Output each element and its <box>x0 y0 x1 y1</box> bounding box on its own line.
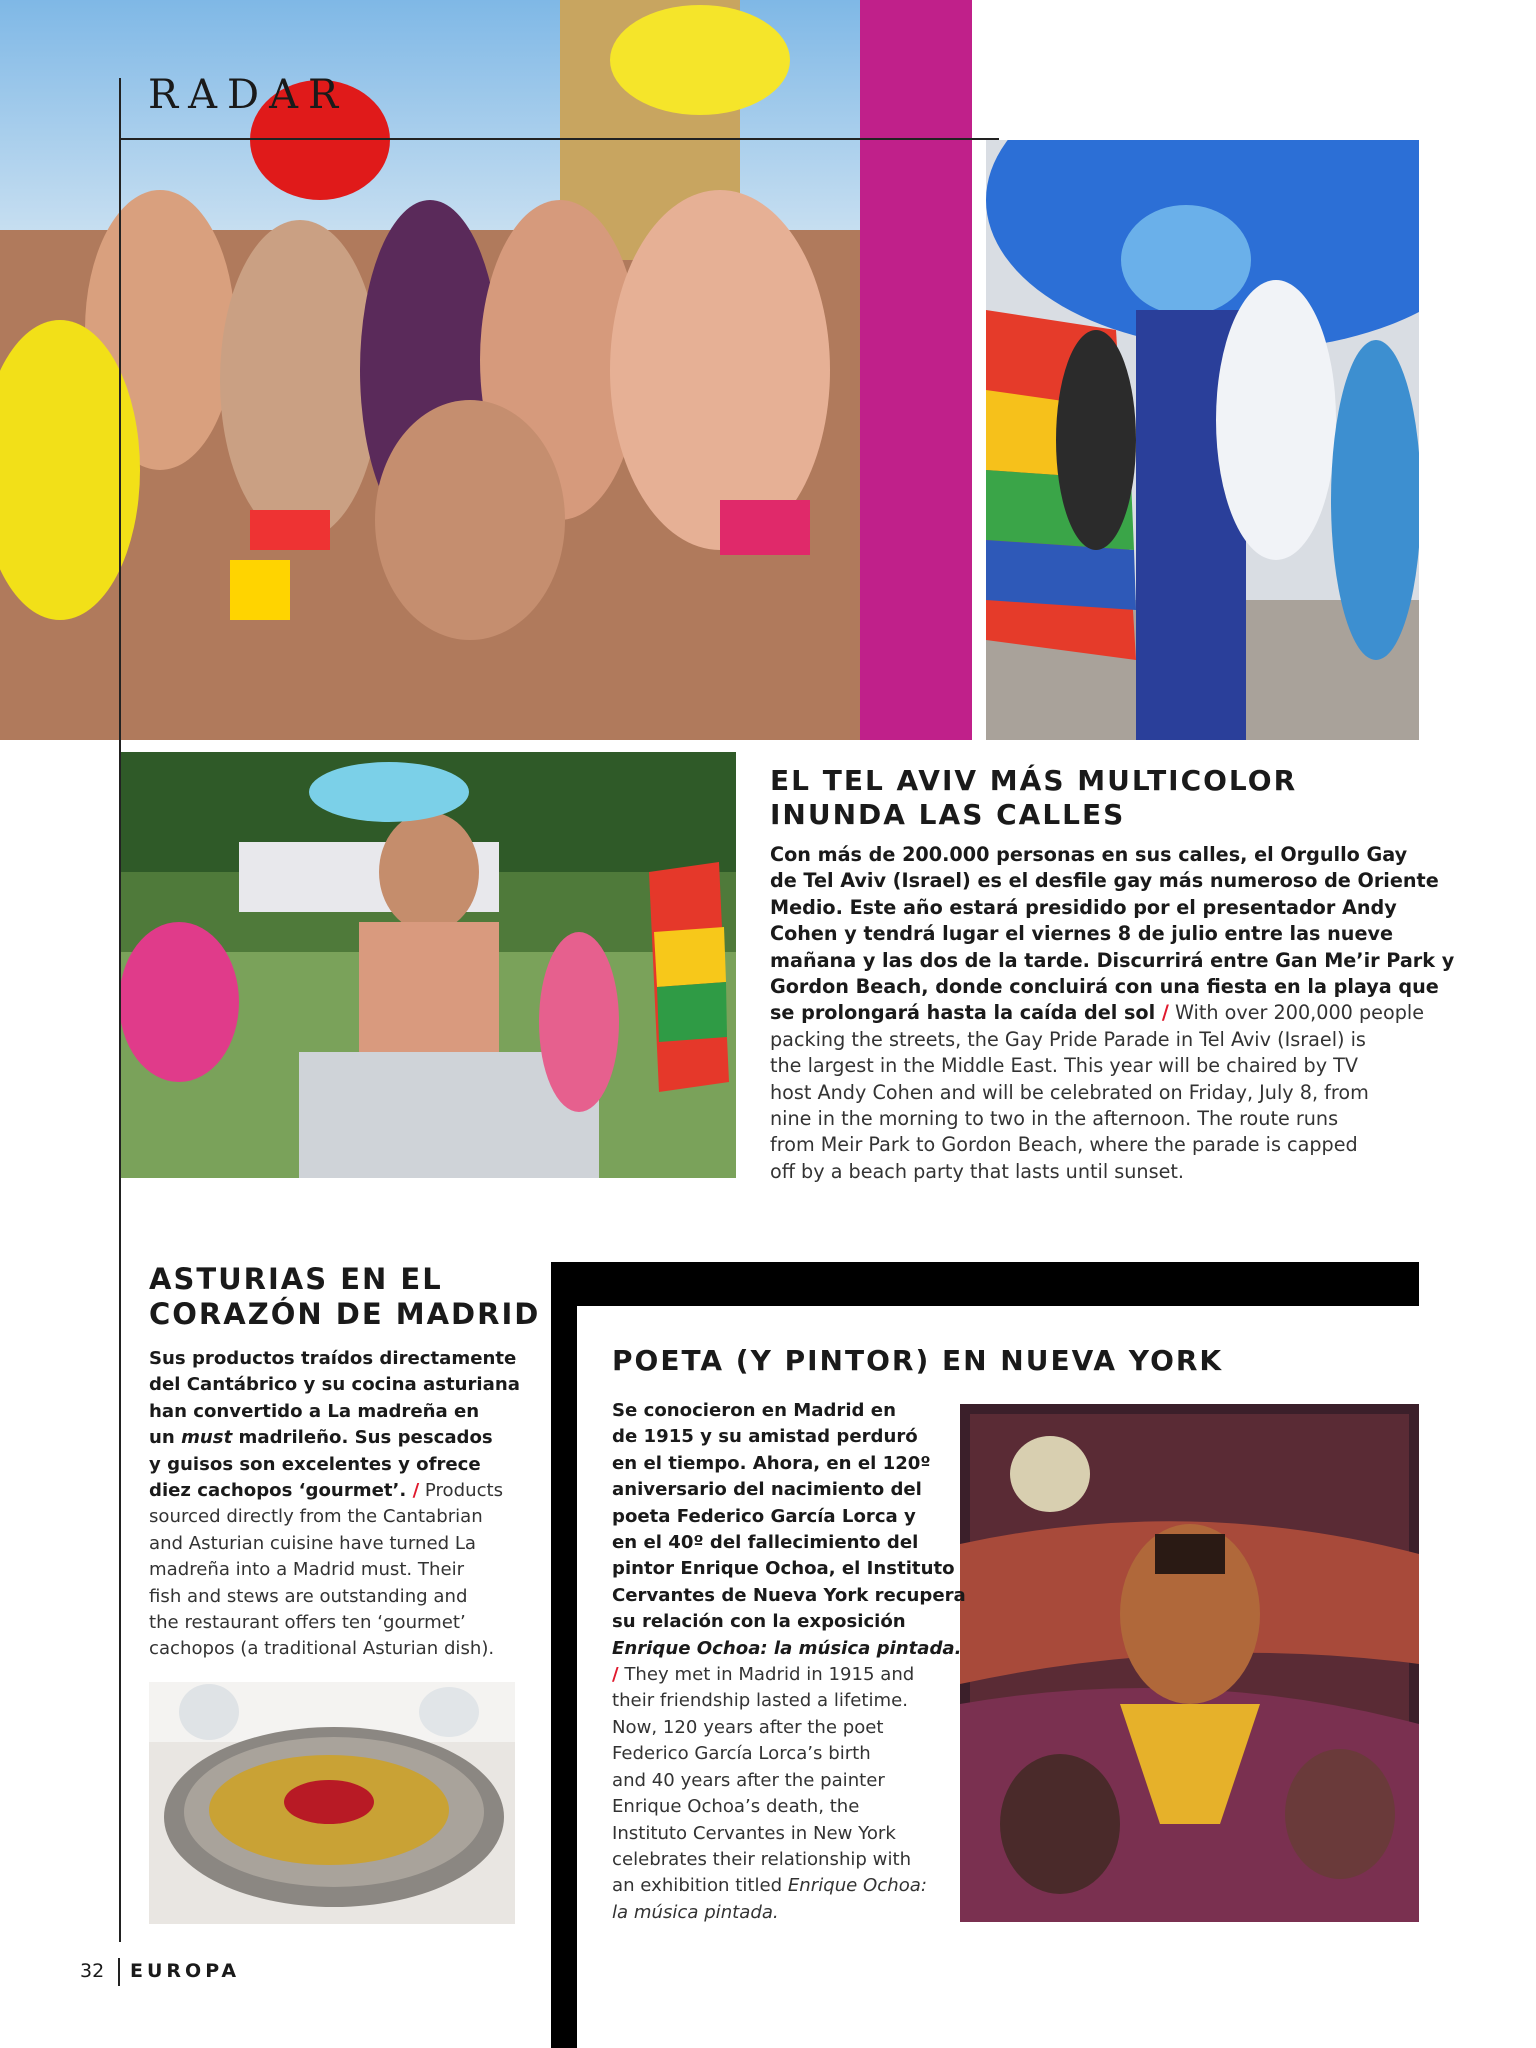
text-line <box>770 948 1455 974</box>
text-run: Gordon Beach, donde concluirá con una fiesta en la playa que <box>770 975 1439 999</box>
drag-queen-umbrella-photo <box>986 140 1419 740</box>
title-line: POETA (Y PINTOR) EN NUEVA YORK <box>612 1344 1224 1377</box>
text-run: sourced directly from the Cantabrian <box>149 1506 483 1528</box>
text-run: Se conocieron en Madrid en <box>612 1400 896 1421</box>
text-run: the restaurant offers ten ‘gourmet’ <box>149 1612 466 1634</box>
text-run: mañana y las dos de la tarde. Discurrirá entre Gan Me’ir Park y <box>770 948 1455 972</box>
text-line <box>612 1715 952 1741</box>
text-run: diez cachopos ‘gourmet’. <box>149 1480 413 1502</box>
lorca-portrait-painting <box>960 1404 1419 1922</box>
text-run: celebrates their relationship with <box>612 1848 912 1870</box>
text-run: Cohen y tendrá lugar el viernes 8 de julio entre las nueve <box>770 922 1393 946</box>
text-line <box>149 1504 529 1530</box>
footer-divider <box>118 1958 120 1986</box>
text-line <box>149 1531 529 1557</box>
text-run: de Tel Aviv (Israel) es el desfile gay más numeroso de Oriente <box>770 869 1439 893</box>
text-line <box>770 1000 1425 1026</box>
text-run: en el 40º del fallecimiento del <box>612 1532 919 1554</box>
text-run: han convertido a La madreña en <box>149 1400 480 1422</box>
text-line <box>149 1372 529 1398</box>
pride-parade-group-photo <box>0 0 972 740</box>
text-run: off by a beach party that lasts until sunset. <box>770 1159 1185 1183</box>
text-run: They met in Madrid in 1915 and <box>618 1664 915 1686</box>
section-rule-horizontal <box>119 138 999 140</box>
text-line <box>612 1662 952 1688</box>
text-line <box>612 1847 952 1873</box>
title-line: CORAZÓN DE MADRID <box>149 1297 541 1331</box>
text-run: the largest in the Middle East. This year will be chaired by TV <box>770 1054 1359 1078</box>
text-line <box>612 1451 952 1477</box>
text-line <box>149 1478 529 1504</box>
text-run: must <box>181 1427 233 1449</box>
text-run: Medio. Este año estará presidido por el presentador Andy <box>770 895 1397 919</box>
text-run: Enrique Ochoa: <box>787 1875 927 1897</box>
text-line <box>612 1688 952 1714</box>
text-line <box>770 1132 1420 1158</box>
page-number: 32 <box>80 1960 105 1982</box>
section-label: RADAR <box>148 72 349 118</box>
text-run: and Asturian cuisine have turned La <box>149 1532 477 1554</box>
text-run: host Andy Cohen and will be celebrated on Friday, July 8, from <box>770 1080 1369 1104</box>
magazine-name: EUROPA <box>130 1960 241 1982</box>
text-line <box>770 895 1420 921</box>
text-line <box>612 1504 952 1530</box>
text-line <box>612 1741 952 1767</box>
text-line <box>149 1636 529 1662</box>
text-line <box>612 1768 952 1794</box>
text-line <box>612 1477 952 1503</box>
text-line <box>612 1636 962 1662</box>
text-line <box>770 842 1420 868</box>
text-line <box>612 1794 952 1820</box>
text-run: Enrique Ochoa’s death, the <box>612 1796 860 1818</box>
text-run: de 1915 y su amistad perduró <box>612 1426 918 1448</box>
text-line <box>770 868 1439 894</box>
article-telaviv-title <box>770 764 1297 832</box>
article-poeta-title <box>612 1344 1223 1378</box>
text-run: madreña into a Madrid must. Their <box>149 1559 465 1581</box>
text-line <box>612 1873 952 1899</box>
text-run: se prolongará hasta la caída del sol <box>770 1001 1162 1025</box>
title-line: ASTURIAS EN EL <box>149 1262 443 1296</box>
text-run: aniversario del nacimiento del <box>612 1479 922 1501</box>
text-run: nine in the morning to two in the afternoon. The route runs <box>770 1107 1339 1131</box>
black-frame-top <box>551 1262 1419 1306</box>
text-line <box>770 1159 1420 1185</box>
text-line <box>770 974 1439 1000</box>
article-asturias-title <box>149 1262 540 1332</box>
text-run: Products <box>419 1480 504 1502</box>
text-run: an exhibition titled <box>612 1875 788 1897</box>
text-line <box>149 1610 529 1636</box>
text-line <box>612 1398 952 1424</box>
text-run: Now, 120 years after the poet <box>612 1716 884 1738</box>
text-line <box>149 1452 529 1478</box>
text-line <box>770 921 1420 947</box>
article-telaviv-body <box>770 842 1455 1185</box>
text-line <box>149 1584 529 1610</box>
text-run: su relación con la exposición <box>612 1611 906 1633</box>
text-run: packing the streets, the Gay Pride Parade in Tel Aviv (Israel) is <box>770 1027 1366 1051</box>
text-line <box>149 1425 529 1451</box>
text-run: Con más de 200.000 personas en sus calles, el Orgullo Gay <box>770 843 1408 866</box>
text-run: from Meir Park to Gordon Beach, where the parade is capped <box>770 1133 1358 1157</box>
text-line <box>149 1346 529 1372</box>
text-run: en el tiempo. Ahora, en el 120º <box>612 1452 931 1474</box>
text-run: del Cantábrico y su cocina asturiana <box>149 1374 520 1396</box>
text-line <box>770 1053 1420 1079</box>
language-separator: / <box>1161 1001 1169 1025</box>
text-run: their friendship lasted a lifetime. <box>612 1690 909 1712</box>
text-run: Enrique Ochoa: la música pintada. <box>612 1637 962 1659</box>
text-run: Instituto Cervantes in New York <box>612 1822 896 1844</box>
text-run: Federico García Lorca’s birth <box>612 1743 871 1765</box>
section-rule-vertical <box>119 78 121 1942</box>
text-line <box>612 1821 952 1847</box>
text-line <box>612 1530 952 1556</box>
text-line <box>770 1080 1420 1106</box>
text-line <box>770 1106 1420 1132</box>
text-line <box>612 1424 952 1450</box>
title-line: INUNDA LAS CALLES <box>770 798 1126 831</box>
text-line <box>149 1399 529 1425</box>
market-stall-man-photo <box>119 752 736 1178</box>
text-run: madrileño. Sus pescados <box>232 1427 493 1449</box>
text-line <box>770 1027 1420 1053</box>
text-run: pintor Enrique Ochoa, el Instituto <box>612 1558 955 1580</box>
title-line: EL TEL AVIV MÁS MULTICOLOR <box>770 764 1298 797</box>
text-line <box>612 1583 966 1609</box>
text-line <box>612 1609 952 1635</box>
text-run: y guisos son excelentes y ofrece <box>149 1453 481 1475</box>
cachopo-dish-photo <box>149 1682 515 1924</box>
text-run: la música pintada. <box>612 1901 779 1923</box>
text-run: Cervantes de Nueva York recupera <box>612 1584 966 1606</box>
language-separator: / <box>412 1480 420 1502</box>
text-run: With over 200,000 people <box>1168 1001 1425 1025</box>
black-frame-left <box>551 1262 577 2048</box>
text-run: and 40 years after the painter <box>612 1769 885 1791</box>
article-poeta-body <box>612 1398 966 1926</box>
text-run: poeta Federico García Lorca y <box>612 1505 916 1527</box>
text-line <box>612 1900 952 1926</box>
text-run: fish and stews are outstanding and <box>149 1585 468 1607</box>
article-asturias-body <box>149 1346 529 1663</box>
text-line <box>149 1557 529 1583</box>
text-run: Sus productos traídos directamente <box>149 1348 517 1369</box>
text-run: cachopos (a traditional Asturian dish). <box>149 1638 495 1660</box>
language-separator: / <box>612 1664 619 1686</box>
text-run: un <box>149 1427 182 1449</box>
text-line <box>612 1556 955 1582</box>
